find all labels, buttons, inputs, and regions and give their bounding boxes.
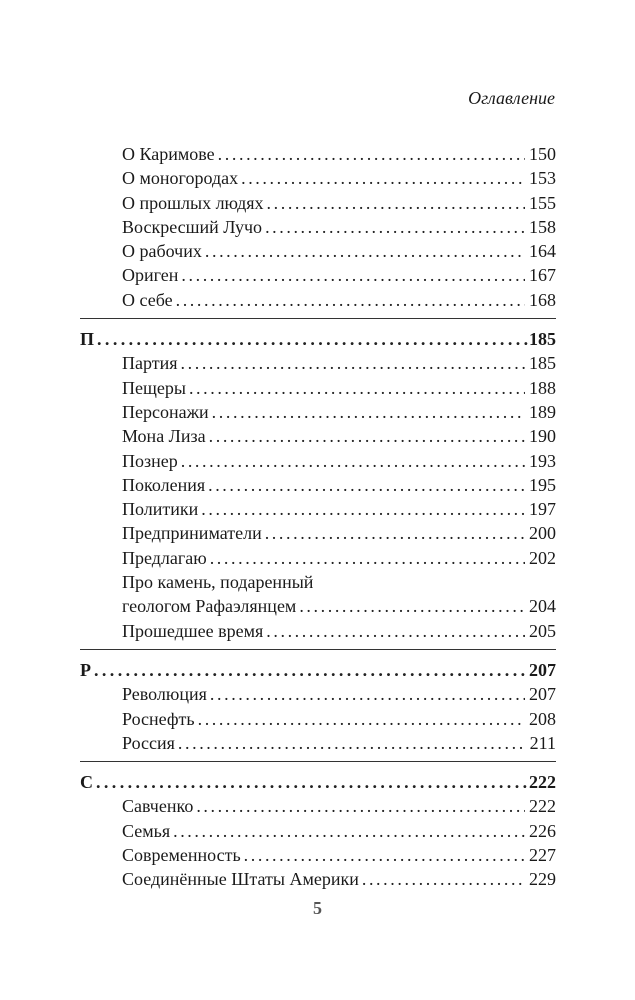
entry-page: 190 <box>529 426 556 447</box>
leader-dots <box>241 166 525 190</box>
entry-label: Мона Лиза <box>122 426 206 447</box>
entry-label: Ориген <box>122 265 179 286</box>
leader-dots <box>208 473 525 497</box>
entry-label-line2: геологом Рафаэлянцем <box>122 596 297 617</box>
section-divider <box>80 318 556 319</box>
toc-entry[interactable] <box>80 424 556 448</box>
entry-page: 208 <box>529 708 556 729</box>
toc-entry[interactable] <box>80 731 556 755</box>
toc-entry[interactable] <box>80 263 556 287</box>
entry-page: 202 <box>529 547 556 568</box>
leader-dots <box>210 682 525 706</box>
leader-dots <box>265 521 525 545</box>
running-head: Оглавление <box>468 88 555 108</box>
entry-page: 155 <box>529 192 556 213</box>
table-of-contents <box>80 142 556 892</box>
leader-dots <box>176 288 525 312</box>
entry-label: Поколения <box>122 474 206 495</box>
toc-entry[interactable] <box>80 288 556 312</box>
leader-dots <box>201 497 525 521</box>
leader-dots <box>181 449 525 473</box>
toc-entry[interactable] <box>80 682 556 706</box>
toc-entry[interactable] <box>80 794 556 818</box>
entry-label: О себе <box>122 289 173 310</box>
leader-dots <box>94 658 528 682</box>
leader-dots <box>181 351 525 375</box>
entry-page: 211 <box>529 732 556 753</box>
toc-entry[interactable] <box>80 619 556 643</box>
entry-page: 195 <box>529 474 556 495</box>
leader-dots <box>97 327 528 351</box>
entry-label: Савченко <box>122 796 194 817</box>
entry-label: О Каримове <box>122 144 215 164</box>
leader-dots <box>173 819 525 843</box>
section-letter: П <box>80 329 95 350</box>
entry-page: 150 <box>529 144 556 164</box>
entry-page: 200 <box>529 523 556 544</box>
leader-dots <box>267 191 525 215</box>
toc-section-p[interactable] <box>80 327 556 351</box>
entry-page: 193 <box>529 450 556 471</box>
leader-dots <box>218 142 525 166</box>
toc-entry[interactable] <box>80 707 556 731</box>
entry-label: Соединённые Штаты Америки <box>122 869 359 890</box>
leader-dots <box>196 794 525 818</box>
leader-dots <box>209 424 525 448</box>
toc-entry[interactable] <box>80 843 556 867</box>
leader-dots <box>244 843 525 867</box>
leader-dots <box>265 215 525 239</box>
entry-page: 168 <box>529 289 556 310</box>
toc-entry-multiline[interactable] <box>80 570 556 594</box>
leader-dots <box>181 263 525 287</box>
entry-page: 164 <box>529 241 556 262</box>
entry-page: 207 <box>529 684 556 705</box>
toc-section-s[interactable] <box>80 770 556 794</box>
entry-label: Познер <box>122 450 178 471</box>
entry-label: Персонажи <box>122 401 209 422</box>
entry-label: Роснефть <box>122 708 195 729</box>
entry-label: О рабочих <box>122 241 202 262</box>
section-letter: Р <box>80 659 91 680</box>
toc-entry[interactable] <box>80 142 556 166</box>
toc-entry[interactable] <box>80 473 556 497</box>
entry-label: Современность <box>122 845 241 866</box>
leader-dots <box>189 376 525 400</box>
leader-dots <box>212 400 525 424</box>
entry-label-line1: Про камень, подаренный <box>122 572 314 593</box>
leader-dots <box>96 770 528 794</box>
leader-dots <box>299 594 525 618</box>
toc-entry[interactable] <box>80 191 556 215</box>
entry-page: 227 <box>529 845 556 866</box>
toc-entry[interactable] <box>80 400 556 424</box>
entry-page: 226 <box>529 820 556 841</box>
toc-entry-multiline-cont[interactable] <box>80 594 556 618</box>
toc-entry[interactable] <box>80 166 556 190</box>
toc-section-r[interactable] <box>80 658 556 682</box>
entry-label: Россия <box>122 732 175 753</box>
toc-entry[interactable] <box>80 819 556 843</box>
toc-entry[interactable] <box>80 351 556 375</box>
section-letter: С <box>80 772 93 793</box>
entry-label: Предприниматели <box>122 523 262 544</box>
entry-label: Предлагаю <box>122 547 207 568</box>
entry-page: 222 <box>529 796 556 817</box>
entry-label: Политики <box>122 499 199 520</box>
entry-label: Воскресший Лучо <box>122 216 263 237</box>
toc-entry[interactable] <box>80 867 556 891</box>
leader-dots <box>178 731 526 755</box>
entry-page: 205 <box>529 620 556 641</box>
entry-label: О моногородах <box>122 168 239 189</box>
section-divider <box>80 761 556 762</box>
entry-page: 204 <box>529 596 556 617</box>
leader-dots <box>198 707 525 731</box>
entry-page: 153 <box>529 168 556 189</box>
leader-dots <box>362 867 525 891</box>
leader-dots <box>210 546 525 570</box>
toc-entry[interactable] <box>80 215 556 239</box>
entry-page: 229 <box>529 869 556 890</box>
entry-label: О прошлых людях <box>122 192 264 213</box>
entry-label: Революция <box>122 684 207 705</box>
section-page: 222 <box>529 772 556 793</box>
entry-label: Семья <box>122 820 171 841</box>
leader-dots <box>266 619 525 643</box>
folio-page-number: 5 <box>313 898 322 918</box>
entry-page: 185 <box>529 353 556 374</box>
toc-entry[interactable] <box>80 497 556 521</box>
entry-page: 167 <box>529 265 556 286</box>
entry-label: Прошедшее время <box>122 620 264 641</box>
entry-page: 189 <box>529 401 556 422</box>
toc-entry[interactable] <box>80 239 556 263</box>
leader-dots <box>205 239 525 263</box>
toc-entry[interactable] <box>80 376 556 400</box>
toc-entry[interactable] <box>80 546 556 570</box>
toc-entry[interactable] <box>80 449 556 473</box>
entry-label: Партия <box>122 353 178 374</box>
section-page: 185 <box>529 329 556 350</box>
section-page: 207 <box>529 659 556 680</box>
entry-page: 188 <box>529 377 556 398</box>
toc-entry[interactable] <box>80 521 556 545</box>
entry-page: 158 <box>529 216 556 237</box>
section-divider <box>80 649 556 650</box>
entry-label: Пещеры <box>122 377 186 398</box>
entry-page: 197 <box>529 499 556 520</box>
